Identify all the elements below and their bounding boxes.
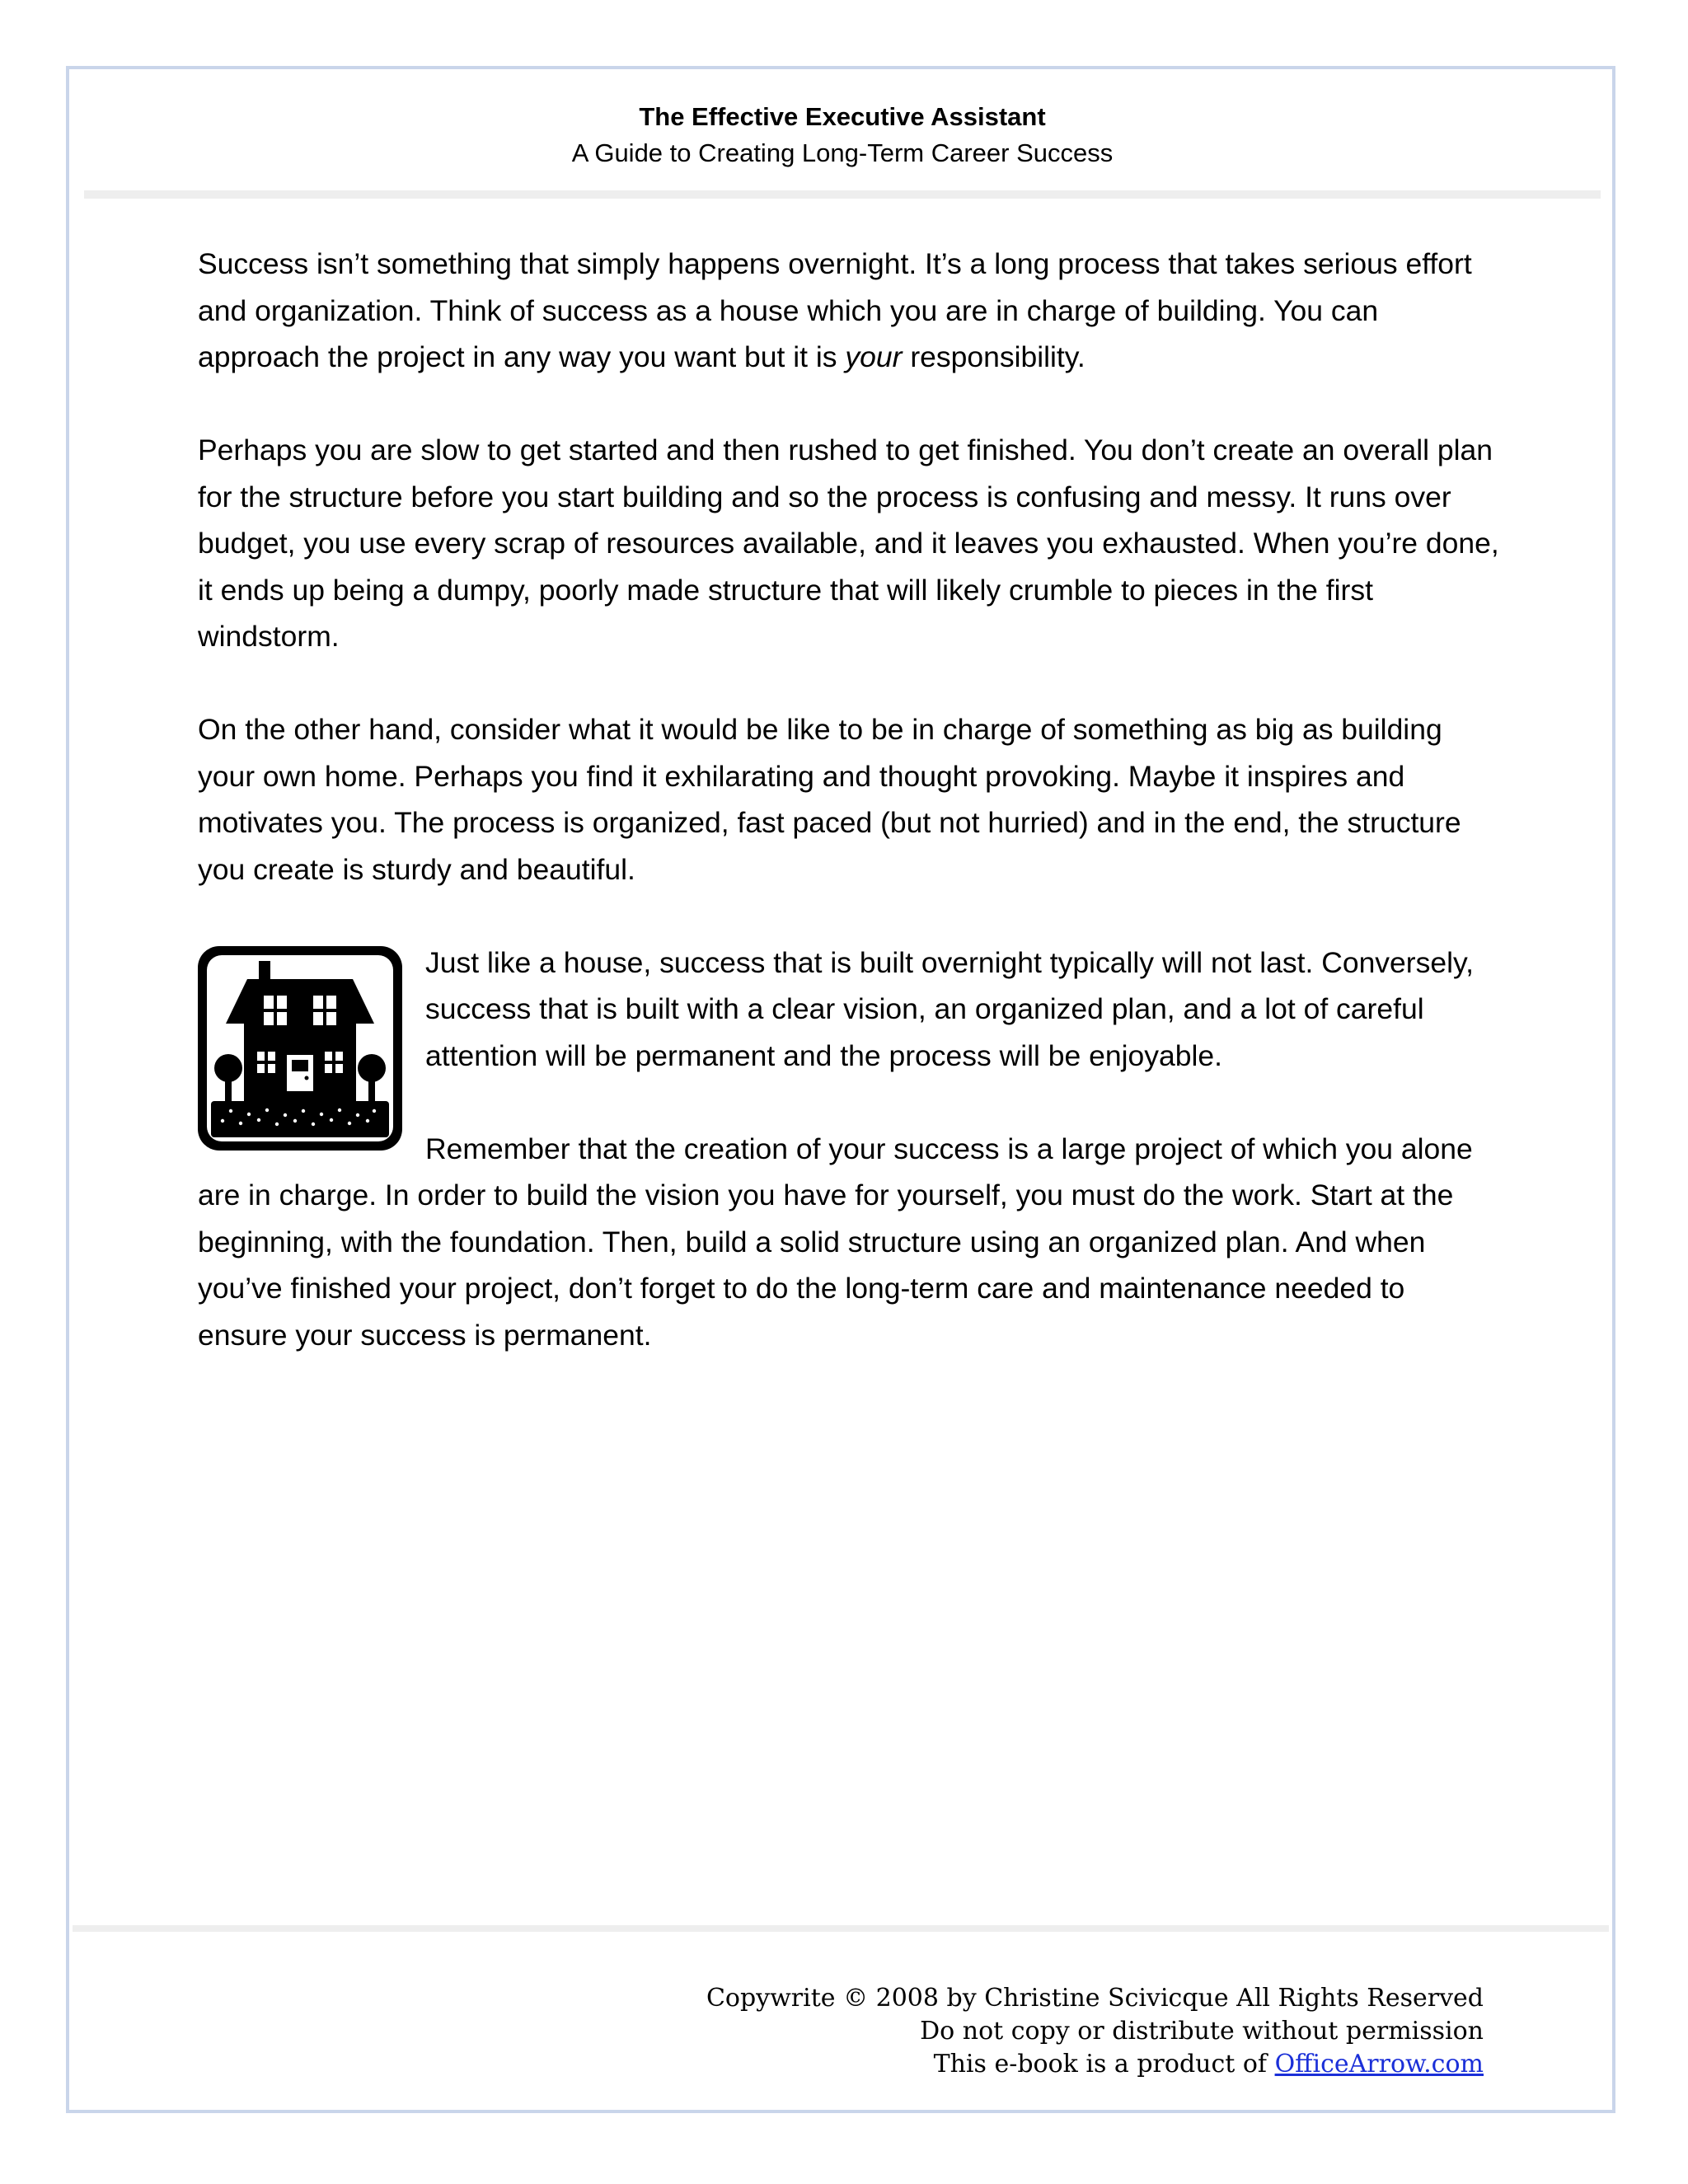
paragraph-1: Success isn’t something that simply happens overnight. It’s a long process that takes serious effort and organization. Think of success as a house which you are in charge of building. You can approach the project in any way you want but it is your responsibility. <box>198 247 1472 373</box>
paragraph-2: Perhaps you are slow to get started and then rushed to get finished. You don’t create an overall plan for the structure before you start building and so the process is confusing and messy. It runs over budget, you use every scrap of resources available, and it leaves you exhausted. When you’re done, it ends up being a dumpy, poorly made structure that will likely crumble to pieces in the first windstorm. <box>198 434 1499 653</box>
footer-divider <box>73 1925 1609 1932</box>
paragraph-4: Just like a house, success that is built overnight typically will not last. Conversely, success that is built with a clear vision, an organized plan, and a lot of careful attention will be permanent and the process will be enjoyable. <box>425 945 1474 1072</box>
body-content <box>198 241 1500 1405</box>
emphasis-your: your <box>845 340 903 373</box>
officearrow-link[interactable]: OfficeArrow.com <box>1274 2050 1484 2079</box>
house-icon <box>198 946 402 1151</box>
product-line: This e-book is a product of OfficeArrow.com <box>933 2050 1484 2079</box>
document-subtitle: A Guide to Creating Long-Term Career Success <box>571 138 1114 167</box>
document-title: The Effective Executive Assistant <box>639 102 1046 131</box>
copyright-line: Copywrite © 2008 by Christine Scivicque All Rights Reserved <box>706 1984 1484 2013</box>
paragraph-5: Remember that the creation of your success is a large project of which you alone are in charge. In order to build the vision you have for yourself, you must do the work. Start at the beginning, with the foundation. Then, build a solid structure using an organized plan. And when you’ve finished your project, don’t forget to do the long-term care and maintenance needed to ensure your success is permanent. <box>198 1132 1473 1352</box>
header-divider <box>84 190 1601 199</box>
permission-line: Do not copy or distribute without permission <box>920 2017 1484 2046</box>
paragraph-3: On the other hand, consider what it would be like to be in charge of something as big as building your own home. Perhaps you find it exhilarating and thought provoking. Maybe it inspires and motivates you. The process is organized, fast paced (but not hurried) and in the end, the structure you create is sturdy and beautiful. <box>198 713 1461 886</box>
page-header <box>84 99 1601 171</box>
page-footer <box>706 1982 1484 2081</box>
